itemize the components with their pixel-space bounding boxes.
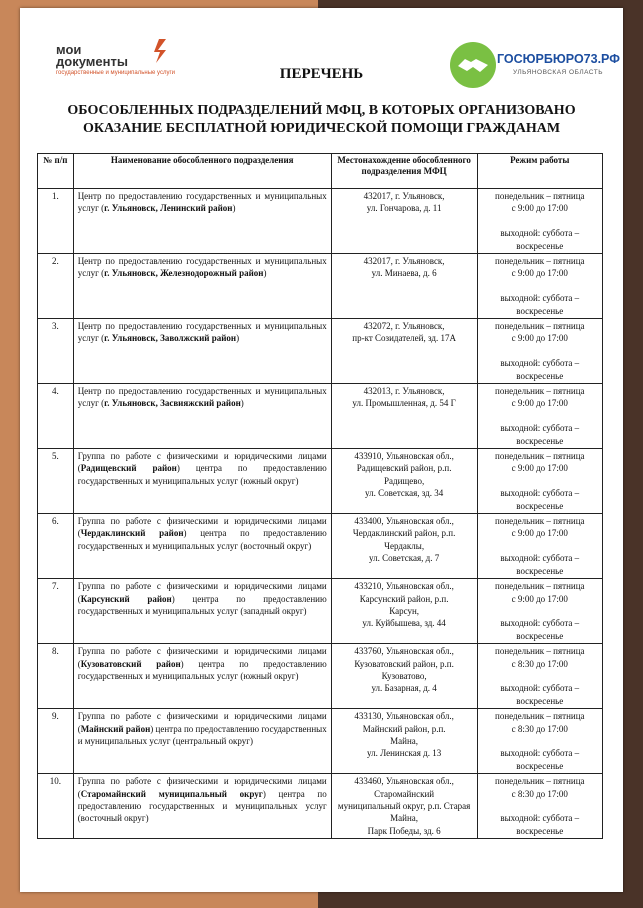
- office-name: [73, 579, 331, 644]
- office-name: [73, 189, 331, 254]
- office-name: [73, 709, 331, 774]
- hours-time: с 8:30 до 17:00: [511, 723, 568, 734]
- hours-dayoff-end: воскресенье: [516, 760, 564, 771]
- row-number: 6.: [38, 514, 74, 579]
- table-row: [38, 579, 603, 644]
- document-subtitle: ОБОСОБЛЕННЫХ ПОДРАЗДЕЛЕНИЙ МФЦ, В КОТОРЫХ ОРГАНИЗОВАНО ОКАЗАНИЕ БЕСПЛАТНОЙ ЮРИДИЧЕСКОЙ ПОМОЩИ ГРАЖДАНАМ: [67, 103, 576, 136]
- office-name-pre: Центр по предоставлению государственных и муниципальных услуг (: [77, 321, 327, 344]
- address-line: Парк Победы, зд. 6: [367, 825, 441, 836]
- address-line: Чердаклы,: [384, 540, 425, 551]
- office-name-pre: Группа по работе с физическими и юридическими лицами (: [77, 516, 327, 539]
- office-hours: [477, 384, 602, 449]
- address-line: 432017, г. Ульяновск,: [363, 191, 445, 201]
- hours-dayoff: выходной: суббота –: [500, 553, 580, 564]
- office-hours: [477, 254, 602, 319]
- mfc-logo-mark-icon: [152, 38, 172, 64]
- hours-days: понедельник – пятница: [495, 191, 585, 201]
- table-row: [38, 709, 603, 774]
- address-line: 433760, Ульяновская обл.,: [354, 646, 454, 657]
- office-hours: [477, 189, 602, 254]
- address-line: Карсунский район, р.п.: [359, 593, 449, 604]
- office-hours: [477, 709, 602, 774]
- address-line: ул. Минаева, д. 6: [371, 268, 437, 279]
- office-name-post: ): [263, 268, 267, 279]
- address-line: ул. Куйбышева, зд. 44: [362, 618, 446, 629]
- row-number: 3.: [38, 319, 74, 384]
- office-name-district: Майнский район: [80, 723, 151, 734]
- header-location: Местонахождение обособленного подразделения МФЦ: [331, 154, 477, 189]
- row-number: 10.: [38, 774, 74, 839]
- hours-dayoff-end: воскресенье: [516, 630, 564, 641]
- office-name: [73, 319, 331, 384]
- office-location: [331, 514, 477, 579]
- office-name-district: г. Ульяновск, Ленинский район: [104, 203, 233, 214]
- hours-dayoff-end: воскресенье: [516, 435, 564, 446]
- office-name-post: ) центра по предоставлению государственных и муниципальных услуг (южный округ): [77, 658, 327, 681]
- hours-dayoff-end: воскресенье: [516, 565, 564, 576]
- office-name-district: Чердаклинский район: [80, 528, 184, 539]
- hours-days: понедельник – пятница: [495, 386, 585, 397]
- address-line: Кузоватово,: [381, 670, 427, 681]
- office-name-post: ): [240, 398, 244, 409]
- address-line: 432017, г. Ульяновск,: [363, 256, 445, 267]
- table-row: [38, 774, 603, 839]
- address-line: Майнский район, р.п.: [362, 723, 446, 734]
- office-name-district: г. Ульяновск, Железнодорожный район: [104, 268, 264, 279]
- hours-days: понедельник – пятница: [495, 711, 585, 722]
- hours-time: с 9:00 до 17:00: [511, 463, 568, 474]
- hours-time: с 9:00 до 17:00: [511, 203, 568, 214]
- table-row: [38, 319, 603, 384]
- address-line: Карсун,: [389, 605, 420, 616]
- office-name-post: ) центра по предоставлению государственных и муниципальных услуг (южный округ): [77, 463, 327, 486]
- table-header-row: [38, 154, 603, 189]
- address-line: пр-кт Созидателей, зд. 17А: [352, 333, 456, 344]
- hours-days: понедельник – пятница: [495, 646, 585, 657]
- hours-days: понедельник – пятница: [495, 581, 585, 592]
- row-number: 8.: [38, 644, 74, 709]
- table-row: [38, 449, 603, 514]
- office-name-post: ) центра по предоставлению государственных и муниципальных услуг (центральный округ): [77, 723, 327, 746]
- mfc-logo-line2: документы: [56, 54, 128, 69]
- office-location: [331, 254, 477, 319]
- hours-dayoff-end: воскресенье: [516, 695, 564, 706]
- office-name-pre: Центр по предоставлению государственных и муниципальных услуг (: [77, 386, 327, 409]
- address-line: 432013, г. Ульяновск,: [363, 386, 445, 397]
- hours-dayoff: выходной: суббота –: [500, 488, 580, 499]
- hours-dayoff: выходной: суббота –: [500, 813, 580, 824]
- office-name-pre: Группа по работе с физическими и юридическими лицами (: [77, 451, 327, 474]
- hours-time: с 9:00 до 17:00: [511, 268, 568, 279]
- hours-time: с 9:00 до 17:00: [511, 398, 568, 409]
- mfc-logo-line1: мои: [56, 42, 82, 57]
- hours-dayoff: выходной: суббота –: [500, 293, 580, 304]
- address-line: 433400, Ульяновская обл.,: [354, 516, 454, 527]
- address-line: ул. Ленинская д. 13: [366, 748, 442, 759]
- header-num: № п/п: [38, 154, 74, 189]
- table-row: [38, 384, 603, 449]
- address-line: 433130, Ульяновская обл.,: [354, 711, 454, 722]
- address-line: 432072, г. Ульяновск,: [363, 321, 445, 332]
- office-name-post: ) центра по предоставлению государственных и муниципальных услуг (западный округ): [77, 593, 327, 616]
- office-name-pre: Группа по работе с физическими и юридическими лицами (: [77, 776, 327, 799]
- row-number: 2.: [38, 254, 74, 319]
- row-number: 5.: [38, 449, 74, 514]
- hours-time: с 9:00 до 17:00: [511, 528, 568, 539]
- mfc-logo-tagline: государственные и муниципальные услуги: [56, 70, 175, 76]
- office-name-pre: Центр по предоставлению государственных и муниципальных услуг (: [77, 256, 327, 279]
- office-name: [73, 514, 331, 579]
- hours-dayoff: выходной: суббота –: [500, 228, 580, 239]
- office-hours: [477, 514, 602, 579]
- hours-time: с 8:30 до 17:00: [511, 788, 568, 799]
- gosurburo-subtitle: УЛЬЯНОВСКАЯ ОБЛАСТЬ: [513, 69, 604, 76]
- office-hours: [477, 644, 602, 709]
- hours-time: с 9:00 до 17:00: [511, 333, 568, 344]
- hours-dayoff-end: воскресенье: [516, 825, 564, 836]
- office-location: [331, 579, 477, 644]
- hours-dayoff: выходной: суббота –: [500, 748, 580, 759]
- address-line: ул. Советская, д. 7: [368, 553, 440, 564]
- office-name: [73, 384, 331, 449]
- address-line: Радищевский район, р.п.: [356, 463, 452, 474]
- address-line: ул. Гончарова, д. 11: [366, 203, 442, 214]
- table-row: [38, 189, 603, 254]
- office-name-district: г. Ульяновск, Заволжский район: [104, 333, 237, 344]
- row-number: 7.: [38, 579, 74, 644]
- office-location: [331, 319, 477, 384]
- office-hours: [477, 774, 602, 839]
- header-name: Наименование обособленного подразделения: [73, 154, 331, 189]
- document-title: ПЕРЕЧЕНЬ: [279, 66, 364, 82]
- office-name-district: Кузоватовский район: [80, 658, 181, 669]
- office-name: [73, 644, 331, 709]
- hours-dayoff: выходной: суббота –: [500, 683, 580, 694]
- gosurburo-title: ГОСЮРБЮРО73.РФ: [497, 52, 620, 66]
- address-line: Майна,: [390, 735, 419, 746]
- hours-time: с 8:30 до 17:00: [511, 658, 568, 669]
- hours-days: понедельник – пятница: [495, 321, 585, 332]
- office-hours: [477, 449, 602, 514]
- hours-dayoff: выходной: суббота –: [500, 423, 580, 434]
- hours-dayoff-end: воскресенье: [516, 305, 564, 316]
- address-line: Чердаклинский район, р.п.: [352, 528, 456, 539]
- office-name-post: ): [232, 203, 236, 214]
- table-row: [38, 644, 603, 709]
- address-line: Старомайнский: [374, 788, 435, 799]
- hours-dayoff: выходной: суббота –: [500, 358, 580, 369]
- row-number: 9.: [38, 709, 74, 774]
- address-line: Кузоватовский район, р.п.: [354, 658, 454, 669]
- address-line: 433910, Ульяновская обл.,: [354, 451, 454, 462]
- table-row: [38, 254, 603, 319]
- office-location: [331, 189, 477, 254]
- office-name-post: ): [236, 333, 240, 344]
- office-name-pre: Группа по работе с физическими и юридическими лицами (: [77, 581, 327, 604]
- office-name-pre: Группа по работе с физическими и юридическими лицами (: [77, 646, 327, 669]
- document-page: [20, 8, 623, 892]
- address-line: 433210, Ульяновская обл.,: [354, 581, 454, 592]
- office-name-pre: Группа по работе с физическими и юридическими лицами (: [77, 711, 327, 734]
- hours-dayoff: выходной: суббота –: [500, 618, 580, 629]
- offices-table: [37, 153, 603, 839]
- office-location: [331, 449, 477, 514]
- address-line: ул. Советская, зд. 34: [365, 488, 444, 499]
- address-line: муниципальный округ, р.п. Старая Майна,: [337, 800, 471, 824]
- address-line: 433460, Ульяновская обл.,: [354, 776, 454, 787]
- office-hours: [477, 319, 602, 384]
- office-name: [73, 449, 331, 514]
- table-row: [38, 514, 603, 579]
- hours-days: понедельник – пятница: [495, 256, 585, 267]
- office-name-post: ) центра по предоставлению государственных и муниципальных услуг (восточный округ): [77, 528, 327, 551]
- office-hours: [477, 579, 602, 644]
- office-location: [331, 644, 477, 709]
- hours-dayoff-end: воскресенье: [516, 240, 564, 251]
- office-location: [331, 709, 477, 774]
- office-name-district: Старомайнский муниципальный округ: [80, 788, 263, 799]
- hours-days: понедельник – пятница: [495, 776, 585, 787]
- office-name-pre: Центр по предоставлению государственных и муниципальных услуг (: [77, 191, 327, 214]
- office-name: [73, 254, 331, 319]
- office-name: [73, 774, 331, 839]
- office-name-post: ) центра по предоставлению государственных и муниципальных услуг (восточный округ): [77, 788, 327, 824]
- hours-dayoff-end: воскресенье: [516, 500, 564, 511]
- hours-days: понедельник – пятница: [495, 451, 585, 462]
- office-name-district: Радищевский район: [80, 463, 177, 474]
- hours-dayoff-end: воскресенье: [516, 370, 564, 381]
- address-line: ул. Промышленная, д. 54 Г: [352, 398, 456, 409]
- header-hours: Режим работы: [477, 154, 602, 189]
- hours-days: понедельник – пятница: [495, 516, 585, 527]
- address-line: ул. Базарная, д. 4: [371, 683, 437, 694]
- hours-time: с 9:00 до 17:00: [511, 593, 568, 604]
- office-location: [331, 384, 477, 449]
- row-number: 1.: [38, 189, 74, 254]
- office-name-district: г. Ульяновск, Засвияжский район: [104, 398, 241, 409]
- row-number: 4.: [38, 384, 74, 449]
- office-name-district: Карсунский район: [80, 593, 172, 604]
- address-line: Радищево,: [383, 475, 425, 486]
- office-location: [331, 774, 477, 839]
